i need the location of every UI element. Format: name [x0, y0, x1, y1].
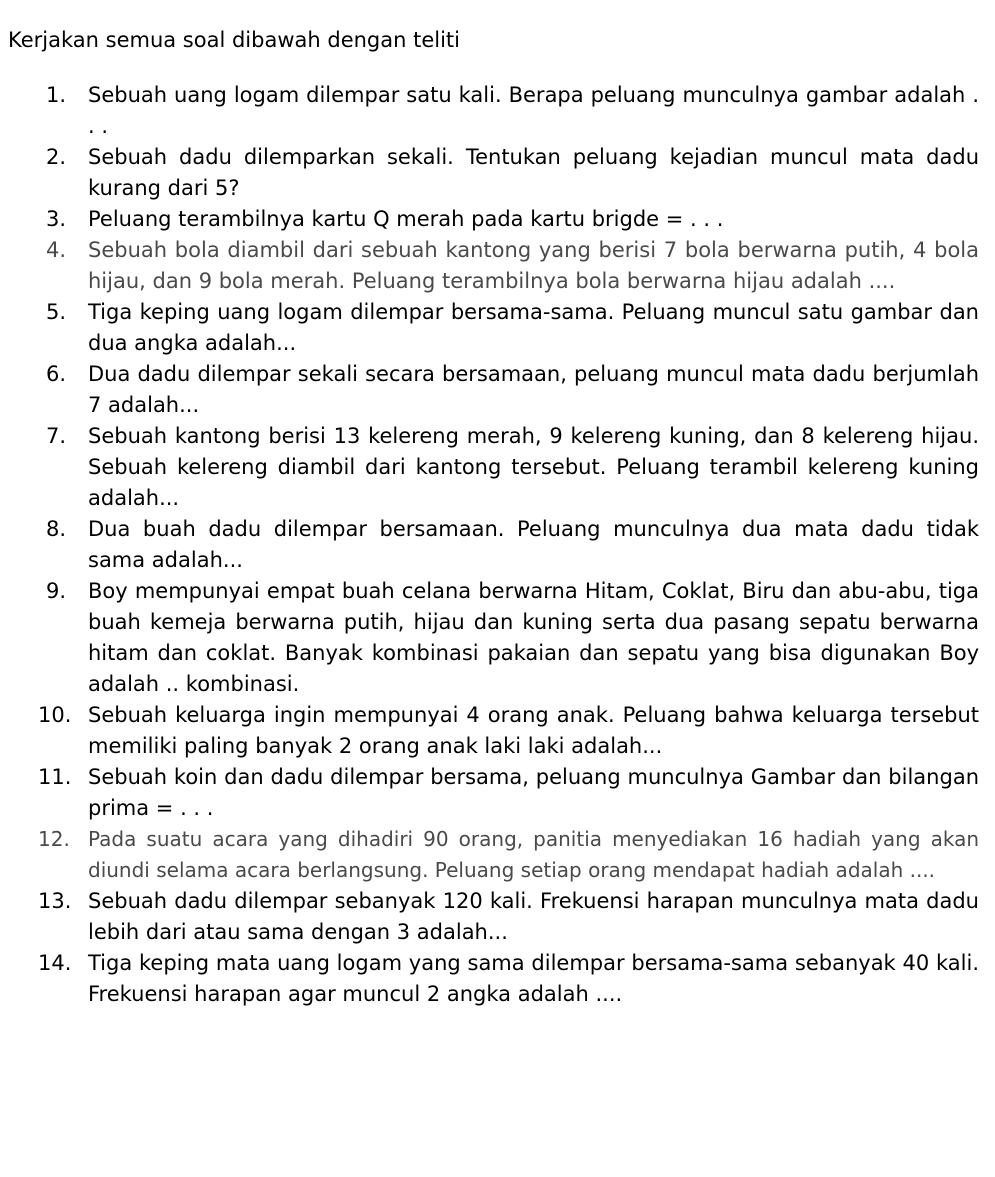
- question-text: Tiga keping mata uang logam yang sama dilempar bersama-sama sebanyak 40 kali. Frekuensi harapan agar muncul 2 angka adalah ....: [88, 951, 979, 1006]
- question-14: [0, 948, 995, 1010]
- question-number: 12.: [38, 827, 70, 851]
- question-text: Pada suatu acara yang dihadiri 90 orang, panitia menyediakan 16 hadiah yang akan diundi selama acara berlangsung. Peluang setiap orang mendapat hadiah adalah ....: [88, 827, 979, 882]
- question-number: 6.: [46, 362, 67, 386]
- question-5: [0, 297, 995, 359]
- question-9: [0, 576, 995, 700]
- question-11: [0, 762, 995, 824]
- question-list: [0, 80, 995, 1010]
- question-number: 1.: [46, 83, 67, 107]
- question-1: [0, 80, 995, 142]
- question-12: [0, 824, 995, 886]
- question-text: Sebuah bola diambil dari sebuah kantong yang berisi 7 bola berwarna putih, 4 bola hijau, dan 9 bola merah. Peluang terambilnya bola berwarna hijau adalah ....: [88, 238, 979, 293]
- question-text: Tiga keping uang logam dilempar bersama-sama. Peluang muncul satu gambar dan dua angka adalah...: [88, 300, 979, 355]
- question-text: Dua dadu dilempar sekali secara bersamaan, peluang muncul mata dadu berjumlah 7 adalah...: [88, 362, 979, 417]
- question-number: 5.: [46, 300, 67, 324]
- question-number: 8.: [46, 517, 67, 541]
- question-number: 7.: [46, 424, 67, 448]
- question-6: [0, 359, 995, 421]
- question-2: [0, 142, 995, 204]
- instruction-heading: Kerjakan semua soal dibawah dengan teliti: [8, 28, 460, 52]
- question-number: 10.: [38, 703, 72, 727]
- question-8: [0, 514, 995, 576]
- question-number: 3.: [46, 207, 67, 231]
- question-text: Sebuah uang logam dilempar satu kali. Berapa peluang munculnya gambar adalah . . .: [88, 83, 979, 138]
- question-number: 2.: [46, 145, 67, 169]
- question-number: 11.: [38, 765, 72, 789]
- question-7: [0, 421, 995, 514]
- question-number: 4.: [46, 238, 67, 262]
- question-text: Dua buah dadu dilempar bersamaan. Peluang munculnya dua mata dadu tidak sama adalah...: [88, 517, 979, 572]
- question-text: Sebuah dadu dilemparkan sekali. Tentukan peluang kejadian muncul mata dadu kurang dari 5?: [88, 145, 979, 200]
- question-text: Sebuah dadu dilempar sebanyak 120 kali. Frekuensi harapan munculnya mata dadu lebih dari atau sama dengan 3 adalah...: [88, 889, 979, 944]
- question-number: 14.: [38, 951, 72, 975]
- question-text: Sebuah keluarga ingin mempunyai 4 orang anak. Peluang bahwa keluarga tersebut memiliki paling banyak 2 orang anak laki laki adalah...: [88, 703, 979, 758]
- question-4: [0, 235, 995, 297]
- question-number: 9.: [46, 579, 67, 603]
- question-10: [0, 700, 995, 762]
- question-number: 13.: [38, 889, 72, 913]
- question-text: Sebuah kantong berisi 13 kelereng merah, 9 kelereng kuning, dan 8 kelereng hijau. Sebuah kelereng diambil dari kantong tersebut. Peluang terambil kelereng kuning adalah...: [88, 424, 979, 510]
- question-text: Sebuah koin dan dadu dilempar bersama, peluang munculnya Gambar dan bilangan prima = . . .: [88, 765, 979, 820]
- question-text: Peluang terambilnya kartu Q merah pada kartu brigde = . . .: [88, 207, 724, 231]
- question-13: [0, 886, 995, 948]
- question-3: [0, 204, 995, 235]
- question-text: Boy mempunyai empat buah celana berwarna Hitam, Coklat, Biru dan abu-abu, tiga buah kemeja berwarna putih, hijau dan kuning serta dua pasang sepatu berwarna hitam dan coklat. Banyak kombinasi pakaian dan sepatu yang bisa digunakan Boy adalah .. kombinasi.: [88, 579, 979, 696]
